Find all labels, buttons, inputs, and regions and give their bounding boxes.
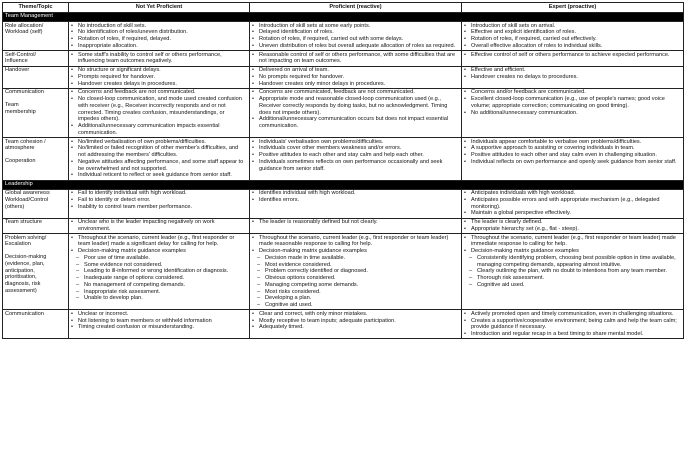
criterion-item: • Individual reflects on own performance and openly seek guidance from senior staff. — [464, 159, 681, 166]
section-title: Leadership — [3, 180, 684, 189]
criteria-list — [464, 23, 681, 50]
expert-cell — [462, 66, 684, 88]
criterion-item: • Fail to identify or detect error. — [71, 197, 247, 204]
theme-label: Handover — [5, 67, 30, 73]
criterion-item: • Introduction and regular recap in a best timing to share mental model. — [464, 331, 681, 338]
proficient-cell — [250, 218, 462, 234]
section-title: Team Management — [3, 13, 684, 22]
criterion-item: • Handover creates no delays to procedures. — [464, 74, 681, 81]
table-row — [3, 310, 684, 339]
header-row — [3, 3, 684, 13]
proficient-cell — [250, 310, 462, 339]
criterion-item: • Handover creates delays in procedures. — [71, 81, 247, 88]
not-yet-proficient-cell — [69, 234, 250, 310]
criterion-item: • Timing created confusion or misunderstanding. — [71, 324, 247, 331]
theme-label: anticipation, — [5, 267, 35, 274]
criterion-item: • Delayed identification of roles. — [252, 29, 459, 36]
table-row — [3, 218, 684, 234]
sub-criterion-item: – Inappropriate risk assessment. — [71, 289, 247, 296]
criterion-item: • The leader is reasonably defined but not clearly. — [252, 219, 459, 226]
criteria-list — [71, 67, 247, 87]
expert-cell — [462, 218, 684, 234]
criteria-list — [252, 235, 459, 309]
not-yet-proficient-cell — [69, 66, 250, 88]
criteria-list — [464, 52, 681, 59]
criteria-list — [71, 23, 247, 50]
criteria-list — [252, 52, 459, 66]
criterion-item: • No additional/unnecessary communication. — [464, 110, 681, 117]
criterion-item: • Concerns are communicated, feedback are not communicated. — [252, 89, 459, 96]
criteria-list — [71, 190, 247, 210]
sub-criterion-item: – Developing a plan. — [252, 295, 459, 302]
sub-criterion-item: – Unable to develop plan. — [71, 295, 247, 302]
criterion-item: • Unclear or incorrect. — [71, 311, 247, 318]
not-yet-proficient-cell — [69, 138, 250, 181]
table-row — [3, 234, 684, 310]
criterion-item: • Concerns and feedback are not communicated. — [71, 89, 247, 96]
criterion-item: • Inability to control team member performance. — [71, 204, 247, 211]
sub-criterion-item: – Some evidence not considered. — [71, 262, 247, 269]
criterion-item: • No identification of roles/uneven distribution. — [71, 29, 247, 36]
expert-cell — [462, 22, 684, 51]
theme-label: Communication — [5, 310, 44, 317]
criterion-item: • Delivered on arrival of team. — [252, 67, 459, 74]
criterion-item: • Clear and correct, with only minor mistakes. — [252, 311, 459, 318]
criterion-item: • Individuals appear comfortable to verbalise own problems/difficulties. — [464, 139, 681, 146]
section-header-row — [3, 13, 684, 22]
criterion-item: • Creates a supportive/cooperative environment; being calm and help the team calm; provide guidance if necessary. — [464, 318, 681, 332]
table-row — [3, 22, 684, 51]
criterion-item: • Reasonable control of self or others performance, with some difficulties that are not impacting on team outcomes. — [252, 52, 459, 66]
criterion-item: • Throughout the scenario, current leader (e.g., first responder or team leader) made a significant delay for calling for help. — [71, 235, 247, 249]
sub-criterion-item: – Cognitive aid used. — [252, 302, 459, 309]
sub-criterion-item: – Obvious options considered. — [252, 275, 459, 282]
theme-label: diagnosis, risk — [5, 281, 41, 287]
criterion-item: • Uneven distribution of roles but overall adequate allocation of roles as required. — [252, 43, 459, 50]
theme-label: Self-Control/ — [5, 51, 37, 58]
theme-label: (others) — [5, 203, 25, 210]
theme-cell — [3, 310, 69, 339]
criteria-list — [252, 67, 459, 87]
theme-label: Team structure — [5, 219, 42, 225]
criterion-item: • Identifies individual with high workload. — [252, 190, 459, 197]
sub-criterion-item: – Problem correctly identified or diagnosed. — [252, 268, 459, 275]
theme-cell — [3, 22, 69, 51]
criterion-item: • Not listening to team members or withheld information — [71, 318, 247, 325]
criterion-item: • Prompts required for handover. — [71, 74, 247, 81]
theme-label: Global awareness — [5, 190, 50, 196]
header-expert: Expert (proactive) — [462, 3, 684, 13]
proficient-cell — [250, 189, 462, 218]
theme-label: membership — [5, 108, 36, 115]
not-yet-proficient-cell — [69, 88, 250, 137]
criterion-item: • Decision-making matrix guidance examples — [464, 248, 681, 255]
theme-cell — [3, 51, 69, 67]
criterion-item: • Throughout the scenario, current leader (e.g., first responder or team leader) made reasonable response to calling for help. — [252, 235, 459, 249]
criteria-list — [71, 139, 247, 180]
sub-criterion-item: – Consistently identifying problem, choosing best possible option in time available, managing competing demands, appearing almost intuitive. — [464, 255, 681, 269]
criterion-item: • Appropriate hierarchy set (e.g., flat - steep). — [464, 226, 681, 233]
criterion-item: • Individuals cover other members weakness and/or errors. — [252, 145, 459, 152]
criterion-item: • Some staff's inability to control self or others performance, influencing team outcomes negatively. — [71, 52, 247, 66]
sub-criterion-item: – Most evidence considered. — [252, 262, 459, 269]
criterion-item: • Decision-making matrix guidance examples — [252, 248, 459, 255]
criterion-item: • Anticipates individuals with high workload. — [464, 190, 681, 197]
criteria-list — [252, 23, 459, 50]
not-yet-proficient-cell — [69, 51, 250, 67]
criteria-list — [252, 139, 459, 173]
header-theme: Theme/Topic — [3, 3, 69, 13]
expert-cell — [462, 51, 684, 67]
theme-label: (evidence, plan, — [5, 260, 45, 267]
criteria-list — [464, 89, 681, 116]
criteria-list — [464, 67, 681, 81]
criterion-item: • Additional/unnecessary communication occurs but does not impact essential communication. — [252, 116, 459, 130]
criterion-item: • Individuals' verbalisation own problems/difficulties. — [252, 139, 459, 146]
criterion-item: • No introduction of skill sets. — [71, 23, 247, 30]
criterion-item: • No prompts required for handover. — [252, 74, 459, 81]
theme-cell — [3, 138, 69, 181]
theme-label: atmosphere — [5, 145, 35, 152]
criterion-item: • Positive attitudes to each other and stay calm and help each other. — [252, 152, 459, 159]
theme-label: assessment) — [5, 287, 37, 294]
criteria-list — [71, 235, 247, 303]
expert-cell — [462, 234, 684, 310]
sub-criterion-item: – Decision made in time available. — [252, 255, 459, 262]
theme-label: Influence — [5, 58, 28, 65]
criterion-item: • Negative attitudes affecting performance, and some staff appear to be overwhelmed and not supported. — [71, 159, 247, 173]
criterion-item: • Excellent closed-loop communication (e.g., use of people's names; good voice volume; appropriate correction; communicating on good timing). — [464, 96, 681, 110]
criterion-item: • No/limited or failed recognition of other member's difficulties, and not addressing the members' difficulties. — [71, 145, 247, 159]
criterion-item: • Introduction of skill sets on arrival. — [464, 23, 681, 30]
table-row — [3, 66, 684, 88]
sub-criterion-item: – Cognitive aid used. — [464, 282, 681, 289]
table-row — [3, 88, 684, 137]
criteria-list — [464, 190, 681, 217]
theme-label: Team — [5, 102, 19, 108]
sub-criterion-item: – Clearly outlining the plan, with no doubt to intentions from any team member. — [464, 268, 681, 275]
criteria-list — [252, 219, 459, 226]
theme-cell — [3, 189, 69, 218]
criterion-item: • Individual reticent to reflect or seek guidance from senior staff. — [71, 172, 247, 179]
theme-label: Workload (self) — [5, 29, 43, 36]
sub-criterion-item: – Thorough risk assessment. — [464, 275, 681, 282]
sub-criterion-item: – Inadequate range of options considered. — [71, 275, 247, 282]
theme-cell — [3, 218, 69, 234]
proficient-cell — [250, 234, 462, 310]
theme-label: prioritisation, — [5, 274, 37, 281]
not-yet-proficient-cell — [69, 310, 250, 339]
proficient-cell — [250, 66, 462, 88]
expert-cell — [462, 189, 684, 218]
criterion-item: • Positive attitudes to each other and stay calm even in challenging situation. — [464, 152, 681, 159]
table-body — [3, 13, 684, 339]
criterion-item: • Fail to identify individual with high workload. — [71, 190, 247, 197]
table-row — [3, 51, 684, 67]
criteria-list — [252, 190, 459, 204]
criteria-list — [252, 311, 459, 331]
theme-label: Decision-making — [5, 254, 47, 260]
theme-label: Cooperation — [5, 158, 36, 164]
criterion-item: • Rotation of roles, if required, carried out with some delays. — [252, 36, 459, 43]
criterion-item: • No structure or significant delays. — [71, 67, 247, 74]
criterion-item: • Concerns and/or feedback are communicated. — [464, 89, 681, 96]
criterion-item: • Handover creates only minor delays in procedures. — [252, 81, 459, 88]
criterion-item: • Rotation of roles, if required, carried out effectively. — [464, 36, 681, 43]
criterion-item: • Decision-making matrix guidance examples — [71, 248, 247, 255]
expert-cell — [462, 138, 684, 181]
not-yet-proficient-cell — [69, 22, 250, 51]
criterion-item: • Individuals sometimes reflects on own performance occasionally and seek guidance from senior staff. — [252, 159, 459, 173]
theme-cell — [3, 234, 69, 310]
criterion-item: • Unclear who is the leader impacting negatively on work environment. — [71, 219, 247, 233]
criterion-item: • A supportive approach to assisting or covering individuals in team. — [464, 145, 681, 152]
proficient-cell — [250, 88, 462, 137]
criterion-item: • Inappropriate allocation. — [71, 43, 247, 50]
criterion-item: • Appropriate mode and reasonable closed-loop communication used (e.g., Receiver correctly responds by doing tasks, but no acknowledgment. Timing does not impede others). — [252, 96, 459, 116]
not-yet-proficient-cell — [69, 189, 250, 218]
criterion-item: • Introduction of skill sets at some early points. — [252, 23, 459, 30]
proficient-cell — [250, 51, 462, 67]
theme-cell — [3, 88, 69, 137]
proficient-cell — [250, 22, 462, 51]
not-yet-proficient-cell — [69, 218, 250, 234]
theme-label: Communication — [5, 89, 44, 96]
sub-criterion-item: – No management of competing demands. — [71, 282, 247, 289]
criteria-list — [464, 139, 681, 166]
theme-label: Workload/Control — [5, 196, 49, 203]
theme-label: Role allocation/ — [5, 22, 44, 29]
criterion-item: • Mostly receptive to team inputs; adequate participation. — [252, 318, 459, 325]
theme-cell — [3, 66, 69, 88]
criterion-item: • No closed-loop communication, and mode used created confusion with receiver (e.g., Receiver incorrectly responds and or not corrected. Timing creates confusion, misunderstandings, or impedes others). — [71, 96, 247, 123]
section-header-row — [3, 180, 684, 189]
criteria-list — [71, 311, 247, 331]
criterion-item: • Rotation of roles, if required, delayed. — [71, 36, 247, 43]
criterion-item: • Adequately timed. — [252, 324, 459, 331]
criterion-item: • Identifies errors. — [252, 197, 459, 204]
expert-cell — [462, 310, 684, 339]
criteria-list — [71, 219, 247, 233]
criteria-list — [252, 89, 459, 130]
criterion-item: • Throughout the scenario, current leader (e.g., first responder or team leader) made immediate response to calling for help. — [464, 235, 681, 249]
criterion-item: • Actively promoted open and timely communication, even in challenging situations. — [464, 311, 681, 318]
header-proficient: Proficient (reactive) — [250, 3, 462, 13]
expert-cell — [462, 88, 684, 137]
criterion-item: • Effective and efficient. — [464, 67, 681, 74]
sub-criterion-item: – Managing competing some demands. — [252, 282, 459, 289]
criterion-item: • Anticipates possible errors and with appropriate mechanism (e.g., delegated monitoring). — [464, 197, 681, 211]
criterion-item: • Overall effective allocation of roles to individual skills. — [464, 43, 681, 50]
criterion-item: • Additional/unnecessary communication impacts essential communication. — [71, 123, 247, 137]
criterion-item: • Effective and explicit identification of roles. — [464, 29, 681, 36]
criteria-list — [464, 235, 681, 289]
theme-label: Problem solving/ — [5, 234, 47, 241]
theme-label: Escalation — [5, 241, 31, 248]
header-not-yet-proficient: Not Yet Proficient — [69, 3, 250, 13]
table-row — [3, 189, 684, 218]
criteria-list — [71, 89, 247, 136]
criterion-item: • Maintain a global perspective effectively. — [464, 210, 681, 217]
proficient-cell — [250, 138, 462, 181]
table-row — [3, 138, 684, 181]
sub-criterion-item: – Poor use of time available. — [71, 255, 247, 262]
criteria-list — [464, 311, 681, 338]
sub-criterion-item: – Most risks considered. — [252, 289, 459, 296]
criterion-item: • The leader is clearly defined. — [464, 219, 681, 226]
sub-criterion-item: – Leading to ill-informed or wrong identification or diagnosis. — [71, 268, 247, 275]
competency-rubric-table — [2, 2, 684, 339]
criteria-list — [71, 52, 247, 66]
theme-label: Team cohesion / — [5, 138, 46, 145]
criteria-list — [464, 219, 681, 233]
criterion-item: • No/limited verbalisation of own problems/difficulties. — [71, 139, 247, 146]
criterion-item: • Effective control of self or others performance to achieve expected performance. — [464, 52, 681, 59]
